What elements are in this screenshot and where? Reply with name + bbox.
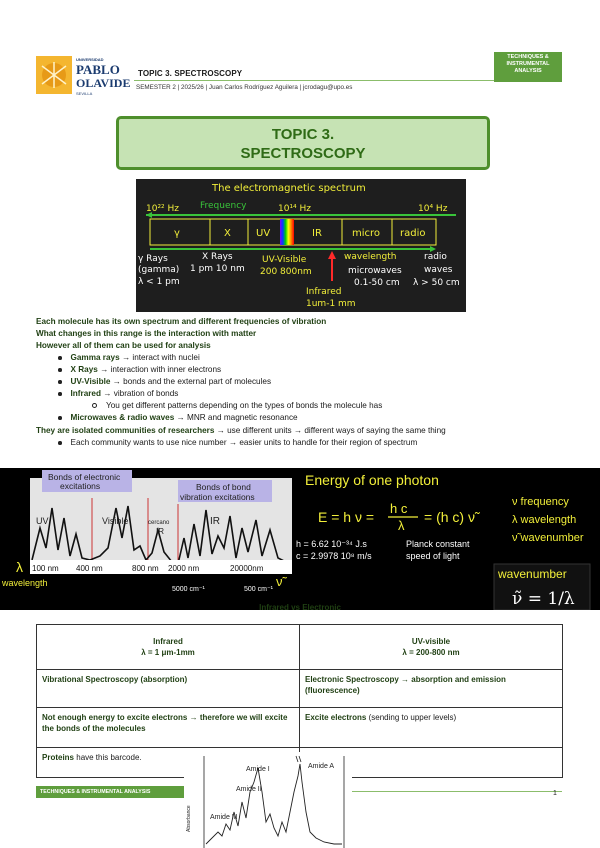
- svg-text:100 nm: 100 nm: [32, 564, 59, 573]
- table-cell: Not enough energy to excite electrons → therefore we will excite the bonds of the molecules: [37, 708, 300, 748]
- svg-text:ν̃ = 1/λ: ν̃ = 1/λ: [512, 589, 575, 609]
- photon-energy-figure: [0, 468, 600, 610]
- svg-text:400 nm: 400 nm: [76, 564, 103, 573]
- svg-text:wavenumber: wavenumber: [498, 567, 567, 581]
- svg-text:ν̃ wavenumber: ν̃ wavenumber: [512, 532, 584, 544]
- svg-text:PABLO: PABLO: [76, 62, 120, 77]
- table-cell: Excite electrons (sending to upper levels): [300, 708, 563, 748]
- svg-text:X Rays: X Rays: [202, 252, 233, 262]
- figure-caption: Infrared vs Electronic: [259, 603, 341, 612]
- svg-text:0.1-50 cm: 0.1-50 cm: [354, 278, 400, 288]
- svg-text:Bonds of electronic: Bonds of electronic: [48, 472, 121, 482]
- svg-text:λ < 1 pm: λ < 1 pm: [138, 277, 180, 287]
- em-title: The electromagnetic spectrum: [212, 183, 366, 194]
- svg-text:ν frequency: ν frequency: [512, 496, 569, 508]
- svg-text:excitations: excitations: [60, 481, 101, 491]
- table-header-infrared: Infrared λ = 1 μm-1mm: [37, 625, 300, 670]
- svg-text:ν̃: ν̃: [276, 574, 283, 589]
- svg-text:SEVILLA: SEVILLA: [76, 91, 93, 96]
- svg-text:wavelength: wavelength: [2, 578, 48, 588]
- svg-text:2000 nm: 2000 nm: [168, 564, 200, 573]
- text-line: What changes in this range is the interaction with matter: [36, 329, 257, 338]
- svg-text:speed of light: speed of light: [406, 551, 460, 561]
- list-item: Gamma rays → interact with nuclei: [58, 352, 200, 364]
- svg-text:10¹⁴ Hz: 10¹⁴ Hz: [278, 204, 312, 214]
- svg-text:10⁴ Hz: 10⁴ Hz: [418, 204, 448, 214]
- svg-text:radio: radio: [400, 228, 426, 239]
- svg-text:200 800nm: 200 800nm: [260, 267, 312, 277]
- svg-text:cercano: cercano: [148, 520, 170, 526]
- list-sub-item: You get different patterns depending on the types of bonds the molecule has: [92, 400, 382, 412]
- svg-text:IR: IR: [210, 516, 220, 527]
- list-item: Each community wants to use nice number → easier units to handle for their region of spectrum: [58, 437, 417, 449]
- svg-text:λ: λ: [398, 518, 405, 533]
- svg-text:UNIVERSIDAD: UNIVERSIDAD: [76, 57, 104, 62]
- svg-text:γ: γ: [174, 228, 180, 239]
- svg-text:c = 2.9978 10⁸ m/s: c = 2.9978 10⁸ m/s: [296, 551, 372, 561]
- header-meta: SEMESTER 2 | 2025/26 | Juan Carlos Rodríguez Aguilera | jcrodagu@upo.es: [136, 84, 353, 91]
- svg-text:γ Rays: γ Rays: [138, 254, 168, 264]
- svg-text:λ > 50 cm: λ > 50 cm: [413, 278, 460, 288]
- svg-text:UV: UV: [36, 516, 49, 526]
- em-spectrum-figure: [136, 179, 466, 312]
- subject-tag: TECHNIQUES & INSTRUMENTAL ANALYSIS: [494, 52, 562, 82]
- svg-text:h c: h c: [390, 501, 408, 516]
- svg-text:IR: IR: [312, 228, 322, 239]
- svg-text:UV-Visible: UV-Visible: [262, 255, 307, 265]
- svg-text:radio: radio: [424, 252, 447, 262]
- svg-text:Amide II: Amide II: [236, 786, 262, 793]
- table-header-uv-visible: UV-visible λ = 200-800 nm: [300, 625, 563, 670]
- list-item: X Rays → interaction with inner electrons: [58, 364, 221, 376]
- svg-text:microwaves: microwaves: [348, 266, 402, 276]
- svg-text:Frequency: Frequency: [200, 201, 247, 211]
- svg-text:Infrared: Infrared: [306, 287, 342, 297]
- svg-text:λ wavelength: λ wavelength: [512, 514, 577, 526]
- list-item: UV-Visible → bonds and the external part of molecules: [58, 376, 271, 388]
- page-number: 1: [553, 790, 557, 797]
- list-item: Infrared → vibration of bonds: [58, 388, 178, 400]
- university-logo: [36, 54, 136, 98]
- list-item: Microwaves & radio waves → MNR and magnetic resonance: [58, 412, 298, 424]
- svg-text:λ: λ: [16, 559, 23, 575]
- page-title: TOPIC 3. SPECTROSCOPY: [116, 116, 490, 170]
- svg-text:= (h c) ν̃: = (h c) ν̃: [424, 509, 475, 525]
- text-line: However all of them can be used for analysis: [36, 341, 211, 350]
- svg-text:20000nm: 20000nm: [230, 564, 264, 573]
- svg-text:wavelength: wavelength: [344, 252, 397, 262]
- svg-text:IR: IR: [156, 527, 164, 536]
- svg-text:waves: waves: [424, 265, 453, 275]
- svg-text:1um-1 mm: 1um-1 mm: [306, 299, 356, 309]
- svg-text:1 pm 10 nm: 1 pm 10 nm: [190, 264, 245, 274]
- footer-label: TECHNIQUES & INSTRUMENTAL ANALYSIS: [36, 786, 186, 798]
- svg-text:800 nm: 800 nm: [132, 564, 159, 573]
- svg-text:10²² Hz: 10²² Hz: [146, 204, 180, 214]
- svg-text:X: X: [224, 228, 231, 239]
- svg-text:E = h ν =: E = h ν =: [318, 509, 375, 525]
- text-line: Each molecule has its own spectrum and different frequencies of vibration: [36, 317, 327, 326]
- table-cell: Proteins have this barcode.: [37, 748, 300, 778]
- svg-text:Amide III: Amide III: [210, 814, 238, 821]
- table-cell: Vibrational Spectroscopy (absorption): [37, 670, 300, 708]
- svg-text:vibration excitations: vibration excitations: [180, 492, 255, 502]
- svg-text:(gamma): (gamma): [138, 265, 180, 275]
- svg-text:Amide A: Amide A: [308, 763, 335, 770]
- text-line: They are isolated communities of researchers → use different units → different ways of saying the same thing: [36, 426, 446, 435]
- svg-text:h = 6.62 10⁻³⁴ J.s: h = 6.62 10⁻³⁴ J.s: [296, 539, 367, 549]
- svg-text:Bonds of bond: Bonds of bond: [196, 482, 251, 492]
- svg-text:5000 cm⁻¹: 5000 cm⁻¹: [172, 586, 205, 593]
- table-cell: Electronic Spectroscopy → absorption and emission (fluorescence): [300, 670, 563, 708]
- header-topic: TOPIC 3. SPECTROSCOPY: [138, 69, 243, 78]
- svg-text:OLAVIDE: OLAVIDE: [76, 76, 131, 90]
- svg-text:UV: UV: [256, 228, 271, 239]
- svg-text:Visible: Visible: [102, 516, 129, 526]
- amide-spectrum-figure: [184, 752, 352, 848]
- svg-text:Amide I: Amide I: [246, 766, 270, 773]
- svg-text:Planck constant: Planck constant: [406, 539, 470, 549]
- svg-text:Energy of one photon: Energy of one photon: [305, 472, 439, 488]
- svg-text:micro: micro: [352, 228, 381, 239]
- svg-text:500 cm⁻¹: 500 cm⁻¹: [244, 586, 273, 593]
- svg-text:Absorbance: Absorbance: [186, 805, 192, 832]
